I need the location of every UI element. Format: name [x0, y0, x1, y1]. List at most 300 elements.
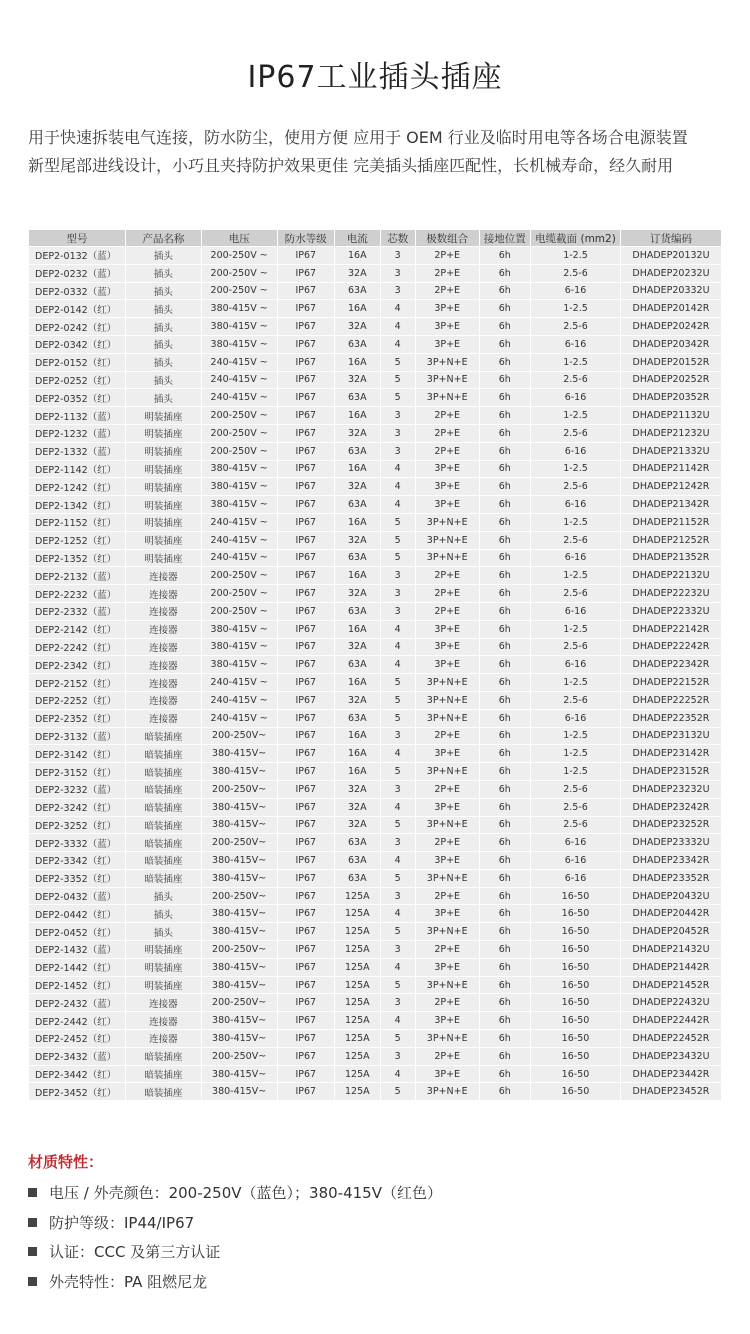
cell-current: 63A [335, 496, 379, 513]
cell-earth-position: 6h [480, 781, 531, 798]
cell-protection: IP67 [278, 354, 335, 371]
cell-earth-position: 6h [480, 550, 531, 567]
cell-current: 16A [335, 300, 379, 317]
cell-product-name: 明装插座 [126, 514, 201, 531]
cell-current: 63A [335, 852, 379, 869]
cell-order-code: DHADEP21432U [621, 941, 721, 958]
cell-product-name: 连接器 [126, 710, 201, 727]
cell-voltage: 200-250V ~ [202, 283, 277, 300]
table-row [29, 1048, 721, 1065]
table-row [29, 354, 721, 371]
cell-poles: 2P+E [416, 603, 479, 620]
cell-protection: IP67 [278, 443, 335, 460]
cell-model: DEP2-0432（蓝） [29, 888, 125, 905]
cell-earth-position: 6h [480, 834, 531, 851]
cell-product-name: 暗装插座 [126, 1083, 201, 1100]
cell-cores: 5 [381, 817, 415, 834]
cell-current: 125A [335, 1083, 379, 1100]
cell-voltage: 240-415V ~ [202, 354, 277, 371]
cell-model: DEP2-3152（红） [29, 763, 125, 780]
cell-earth-position: 6h [480, 496, 531, 513]
cell-poles: 2P+E [416, 265, 479, 282]
features-list [28, 1180, 728, 1298]
cell-model: DEP2-2342（红） [29, 656, 125, 673]
cell-cores: 4 [381, 336, 415, 353]
cell-protection: IP67 [278, 532, 335, 549]
cell-voltage: 380-415V ~ [202, 336, 277, 353]
cell-earth-position: 6h [480, 1083, 531, 1100]
cell-cable-section: 2.5-6 [531, 318, 620, 335]
cell-cores: 3 [381, 567, 415, 584]
cell-product-name: 暗装插座 [126, 799, 201, 816]
table-row [29, 656, 721, 673]
cell-product-name: 插头 [126, 923, 201, 940]
cell-cable-section: 1-2.5 [531, 621, 620, 638]
cell-current: 16A [335, 763, 379, 780]
cell-cable-section: 6-16 [531, 550, 620, 567]
cell-cable-section: 2.5-6 [531, 692, 620, 709]
cell-order-code: DHADEP23352R [621, 870, 721, 887]
cell-poles: 2P+E [416, 567, 479, 584]
cell-product-name: 明装插座 [126, 461, 201, 478]
cell-voltage: 380-415V ~ [202, 639, 277, 656]
cell-cores: 5 [381, 389, 415, 406]
cell-current: 16A [335, 567, 379, 584]
cell-poles: 3P+E [416, 300, 479, 317]
cell-voltage: 380-415V~ [202, 817, 277, 834]
table-row [29, 496, 721, 513]
table-row [29, 941, 721, 958]
cell-earth-position: 6h [480, 639, 531, 656]
cell-protection: IP67 [278, 1048, 335, 1065]
cell-order-code: DHADEP23342R [621, 852, 721, 869]
cell-order-code: DHADEP23442R [621, 1066, 721, 1083]
cell-voltage: 200-250V~ [202, 941, 277, 958]
cell-order-code: DHADEP23132U [621, 728, 721, 745]
cell-product-name: 连接器 [126, 585, 201, 602]
cell-poles: 2P+E [416, 834, 479, 851]
cell-model: DEP2-1332（蓝） [29, 443, 125, 460]
cell-product-name: 连接器 [126, 1030, 201, 1047]
cell-protection: IP67 [278, 817, 335, 834]
table-row [29, 710, 721, 727]
cell-poles: 2P+E [416, 443, 479, 460]
cell-cable-section: 1-2.5 [531, 354, 620, 371]
cell-poles: 2P+E [416, 585, 479, 602]
cell-voltage: 380-415V ~ [202, 621, 277, 638]
cell-poles: 2P+E [416, 283, 479, 300]
cell-poles: 3P+N+E [416, 817, 479, 834]
cell-earth-position: 6h [480, 336, 531, 353]
cell-earth-position: 6h [480, 478, 531, 495]
cell-voltage: 380-415V~ [202, 1083, 277, 1100]
header-protection: 防水等级 [278, 230, 335, 246]
table-row [29, 834, 721, 851]
cell-model: DEP2-3432（蓝） [29, 1048, 125, 1065]
cell-model: DEP2-2242（红） [29, 639, 125, 656]
cell-model: DEP2-1142（红） [29, 461, 125, 478]
cell-product-name: 明装插座 [126, 532, 201, 549]
square-bullet-icon [28, 1188, 37, 1197]
cell-current: 32A [335, 372, 379, 389]
cell-order-code: DHADEP22432U [621, 994, 721, 1011]
cell-earth-position: 6h [480, 372, 531, 389]
cell-model: DEP2-2132（蓝） [29, 567, 125, 584]
cell-poles: 3P+E [416, 656, 479, 673]
cell-voltage: 380-415V ~ [202, 478, 277, 495]
table-body [29, 247, 721, 1100]
cell-current: 16A [335, 247, 379, 264]
cell-poles: 3P+E [416, 478, 479, 495]
cell-protection: IP67 [278, 1030, 335, 1047]
cell-voltage: 240-415V ~ [202, 514, 277, 531]
header-cores: 芯数 [381, 230, 415, 246]
cell-cores: 4 [381, 496, 415, 513]
cell-earth-position: 6h [480, 514, 531, 531]
cell-poles: 3P+E [416, 745, 479, 762]
cell-model: DEP2-1152（红） [29, 514, 125, 531]
cell-cores: 4 [381, 799, 415, 816]
cell-protection: IP67 [278, 407, 335, 424]
cell-model: DEP2-2142（红） [29, 621, 125, 638]
cell-poles: 3P+N+E [416, 977, 479, 994]
cell-order-code: DHADEP20252R [621, 372, 721, 389]
cell-voltage: 200-250V~ [202, 994, 277, 1011]
cell-order-code: DHADEP20332U [621, 283, 721, 300]
cell-order-code: DHADEP20352R [621, 389, 721, 406]
cell-current: 32A [335, 532, 379, 549]
cell-poles: 3P+E [416, 852, 479, 869]
cell-cores: 4 [381, 905, 415, 922]
cell-poles: 2P+E [416, 994, 479, 1011]
cell-voltage: 380-415V~ [202, 977, 277, 994]
table-row [29, 923, 721, 940]
cell-cable-section: 16-50 [531, 923, 620, 940]
cell-cable-section: 6-16 [531, 389, 620, 406]
table-row [29, 621, 721, 638]
cell-current: 32A [335, 781, 379, 798]
cell-model: DEP2-1352（红） [29, 550, 125, 567]
cell-voltage: 380-415V~ [202, 959, 277, 976]
cell-product-name: 连接器 [126, 692, 201, 709]
cell-current: 32A [335, 639, 379, 656]
cell-product-name: 插头 [126, 318, 201, 335]
cell-poles: 3P+N+E [416, 550, 479, 567]
cell-model: DEP2-0352（红） [29, 389, 125, 406]
cell-cores: 4 [381, 1066, 415, 1083]
cell-order-code: DHADEP21232U [621, 425, 721, 442]
cell-product-name: 插头 [126, 389, 201, 406]
cell-poles: 3P+E [416, 639, 479, 656]
cell-protection: IP67 [278, 496, 335, 513]
cell-product-name: 连接器 [126, 621, 201, 638]
cell-order-code: DHADEP22442R [621, 1012, 721, 1029]
table-row [29, 852, 721, 869]
cell-voltage: 380-415V ~ [202, 461, 277, 478]
cell-earth-position: 6h [480, 763, 531, 780]
cell-cable-section: 1-2.5 [531, 300, 620, 317]
cell-protection: IP67 [278, 372, 335, 389]
cell-protection: IP67 [278, 514, 335, 531]
header-current: 电流 [335, 230, 379, 246]
square-bullet-icon [28, 1277, 37, 1286]
cell-poles: 2P+E [416, 425, 479, 442]
table-row [29, 692, 721, 709]
cell-model: DEP2-3452（红） [29, 1083, 125, 1100]
cell-current: 63A [335, 443, 379, 460]
cell-cores: 5 [381, 692, 415, 709]
cell-cable-section: 1-2.5 [531, 745, 620, 762]
cell-current: 125A [335, 905, 379, 922]
cell-cable-section: 6-16 [531, 870, 620, 887]
cell-model: DEP2-0332（蓝） [29, 283, 125, 300]
cell-cable-section: 2.5-6 [531, 532, 620, 549]
cell-order-code: DHADEP20452R [621, 923, 721, 940]
cell-cores: 5 [381, 674, 415, 691]
table-row [29, 407, 721, 424]
cell-current: 16A [335, 728, 379, 745]
cell-product-name: 明装插座 [126, 550, 201, 567]
table-row [29, 799, 721, 816]
cell-model: DEP2-1242（红） [29, 478, 125, 495]
cell-voltage: 200-250V ~ [202, 425, 277, 442]
cell-current: 16A [335, 407, 379, 424]
cell-model: DEP2-1132（蓝） [29, 407, 125, 424]
cell-poles: 3P+E [416, 959, 479, 976]
cell-cores: 3 [381, 888, 415, 905]
cell-order-code: DHADEP22242R [621, 639, 721, 656]
header-model: 型号 [29, 230, 125, 246]
cell-product-name: 连接器 [126, 656, 201, 673]
cell-earth-position: 6h [480, 265, 531, 282]
table-row [29, 585, 721, 602]
cell-cable-section: 1-2.5 [531, 567, 620, 584]
cell-current: 16A [335, 674, 379, 691]
cell-voltage: 380-415V~ [202, 1030, 277, 1047]
cell-product-name: 暗装插座 [126, 834, 201, 851]
cell-model: DEP2-3132（蓝） [29, 728, 125, 745]
cell-cable-section: 16-50 [531, 959, 620, 976]
cell-protection: IP67 [278, 318, 335, 335]
table-row [29, 247, 721, 264]
cell-cable-section: 6-16 [531, 834, 620, 851]
cell-current: 63A [335, 656, 379, 673]
table-row [29, 300, 721, 317]
cell-order-code: DHADEP20442R [621, 905, 721, 922]
cell-cores: 4 [381, 300, 415, 317]
cell-protection: IP67 [278, 603, 335, 620]
cell-order-code: DHADEP21132U [621, 407, 721, 424]
cell-product-name: 明装插座 [126, 959, 201, 976]
cell-poles: 2P+E [416, 728, 479, 745]
cell-earth-position: 6h [480, 585, 531, 602]
cell-voltage: 200-250V ~ [202, 585, 277, 602]
cell-voltage: 380-415V~ [202, 1066, 277, 1083]
cell-order-code: DHADEP22352R [621, 710, 721, 727]
cell-voltage: 200-250V~ [202, 888, 277, 905]
cell-order-code: DHADEP23152R [621, 763, 721, 780]
cell-current: 125A [335, 888, 379, 905]
cell-poles: 2P+E [416, 941, 479, 958]
cell-protection: IP67 [278, 1083, 335, 1100]
cell-order-code: DHADEP22132U [621, 567, 721, 584]
table-row [29, 265, 721, 282]
table-row [29, 639, 721, 656]
cell-protection: IP67 [278, 300, 335, 317]
cell-earth-position: 6h [480, 745, 531, 762]
cell-product-name: 明装插座 [126, 443, 201, 460]
cell-poles: 3P+N+E [416, 674, 479, 691]
table-row [29, 1030, 721, 1047]
cell-order-code: DHADEP21332U [621, 443, 721, 460]
cell-current: 125A [335, 994, 379, 1011]
cell-model: DEP2-1442（红） [29, 959, 125, 976]
cell-cable-section: 1-2.5 [531, 674, 620, 691]
list-item [28, 1180, 728, 1210]
table-row [29, 1012, 721, 1029]
cell-current: 32A [335, 692, 379, 709]
cell-earth-position: 6h [480, 283, 531, 300]
cell-voltage: 200-250V ~ [202, 407, 277, 424]
cell-current: 16A [335, 745, 379, 762]
cell-cable-section: 6-16 [531, 496, 620, 513]
cell-voltage: 200-250V ~ [202, 443, 277, 460]
cell-protection: IP67 [278, 941, 335, 958]
cell-product-name: 明装插座 [126, 425, 201, 442]
list-item [28, 1210, 728, 1240]
cell-cores: 5 [381, 977, 415, 994]
cell-cable-section: 1-2.5 [531, 763, 620, 780]
cell-cable-section: 6-16 [531, 443, 620, 460]
cell-product-name: 连接器 [126, 674, 201, 691]
cell-cable-section: 6-16 [531, 656, 620, 673]
cell-voltage: 240-415V ~ [202, 532, 277, 549]
cell-protection: IP67 [278, 1066, 335, 1083]
table-row [29, 372, 721, 389]
cell-current: 63A [335, 603, 379, 620]
cell-voltage: 380-415V ~ [202, 656, 277, 673]
cell-earth-position: 6h [480, 923, 531, 940]
cell-protection: IP67 [278, 728, 335, 745]
cell-current: 63A [335, 389, 379, 406]
cell-cores: 5 [381, 763, 415, 780]
cell-product-name: 连接器 [126, 603, 201, 620]
cell-product-name: 连接器 [126, 994, 201, 1011]
table-row [29, 603, 721, 620]
cell-current: 32A [335, 318, 379, 335]
cell-earth-position: 6h [480, 852, 531, 869]
cell-earth-position: 6h [480, 621, 531, 638]
cell-earth-position: 6h [480, 567, 531, 584]
cell-product-name: 插头 [126, 888, 201, 905]
cell-voltage: 240-415V ~ [202, 550, 277, 567]
cell-poles: 3P+N+E [416, 514, 479, 531]
cell-current: 32A [335, 585, 379, 602]
cell-cable-section: 16-50 [531, 994, 620, 1011]
table-row [29, 443, 721, 460]
header-cable-section: 电缆截面 (mm2) [531, 230, 620, 246]
table-row [29, 478, 721, 495]
cell-earth-position: 6h [480, 728, 531, 745]
cell-protection: IP67 [278, 834, 335, 851]
cell-poles: 3P+N+E [416, 1030, 479, 1047]
cell-model: DEP2-2232（蓝） [29, 585, 125, 602]
cell-protection: IP67 [278, 567, 335, 584]
intro-text [28, 124, 728, 180]
cell-poles: 3P+N+E [416, 870, 479, 887]
cell-cable-section: 16-50 [531, 888, 620, 905]
cell-model: DEP2-3342（红） [29, 852, 125, 869]
cell-protection: IP67 [278, 585, 335, 602]
cell-earth-position: 6h [480, 710, 531, 727]
cell-protection: IP67 [278, 799, 335, 816]
cell-model: DEP2-0232（蓝） [29, 265, 125, 282]
cell-order-code: DHADEP23232U [621, 781, 721, 798]
header-product-name: 产品名称 [126, 230, 201, 246]
cell-protection: IP67 [278, 781, 335, 798]
cell-poles: 3P+E [416, 799, 479, 816]
cell-cable-section: 2.5-6 [531, 425, 620, 442]
cell-earth-position: 6h [480, 1048, 531, 1065]
cell-earth-position: 6h [480, 994, 531, 1011]
cell-voltage: 380-415V~ [202, 1012, 277, 1029]
cell-product-name: 明装插座 [126, 941, 201, 958]
cell-order-code: DHADEP20342R [621, 336, 721, 353]
cell-earth-position: 6h [480, 318, 531, 335]
cell-cores: 5 [381, 1083, 415, 1100]
cell-order-code: DHADEP22152R [621, 674, 721, 691]
cell-earth-position: 6h [480, 817, 531, 834]
cell-model: DEP2-1432（蓝） [29, 941, 125, 958]
cell-earth-position: 6h [480, 407, 531, 424]
cell-cores: 4 [381, 959, 415, 976]
cell-voltage: 380-415V~ [202, 870, 277, 887]
table-row [29, 905, 721, 922]
cell-model: DEP2-3142（红） [29, 745, 125, 762]
cell-model: DEP2-2432（蓝） [29, 994, 125, 1011]
cell-earth-position: 6h [480, 354, 531, 371]
cell-current: 63A [335, 834, 379, 851]
cell-protection: IP67 [278, 389, 335, 406]
cell-cores: 3 [381, 585, 415, 602]
header-voltage: 电压 [202, 230, 277, 246]
list-item [28, 1269, 728, 1299]
cell-poles: 2P+E [416, 247, 479, 264]
table-row [29, 336, 721, 353]
cell-cable-section: 2.5-6 [531, 585, 620, 602]
cell-protection: IP67 [278, 745, 335, 762]
cell-product-name: 插头 [126, 336, 201, 353]
cell-cores: 5 [381, 923, 415, 940]
cell-cores: 5 [381, 710, 415, 727]
cell-poles: 3P+E [416, 621, 479, 638]
cell-model: DEP2-3242（红） [29, 799, 125, 816]
cell-voltage: 240-415V ~ [202, 389, 277, 406]
cell-product-name: 插头 [126, 283, 201, 300]
cell-cores: 4 [381, 656, 415, 673]
cell-order-code: DHADEP20432U [621, 888, 721, 905]
cell-earth-position: 6h [480, 888, 531, 905]
cell-order-code: DHADEP22452R [621, 1030, 721, 1047]
cell-cores: 5 [381, 532, 415, 549]
cell-protection: IP67 [278, 656, 335, 673]
cell-order-code: DHADEP21452R [621, 977, 721, 994]
cell-cable-section: 1-2.5 [531, 514, 620, 531]
cell-voltage: 200-250V ~ [202, 265, 277, 282]
cell-voltage: 380-415V ~ [202, 300, 277, 317]
cell-product-name: 暗装插座 [126, 781, 201, 798]
table-row [29, 977, 721, 994]
